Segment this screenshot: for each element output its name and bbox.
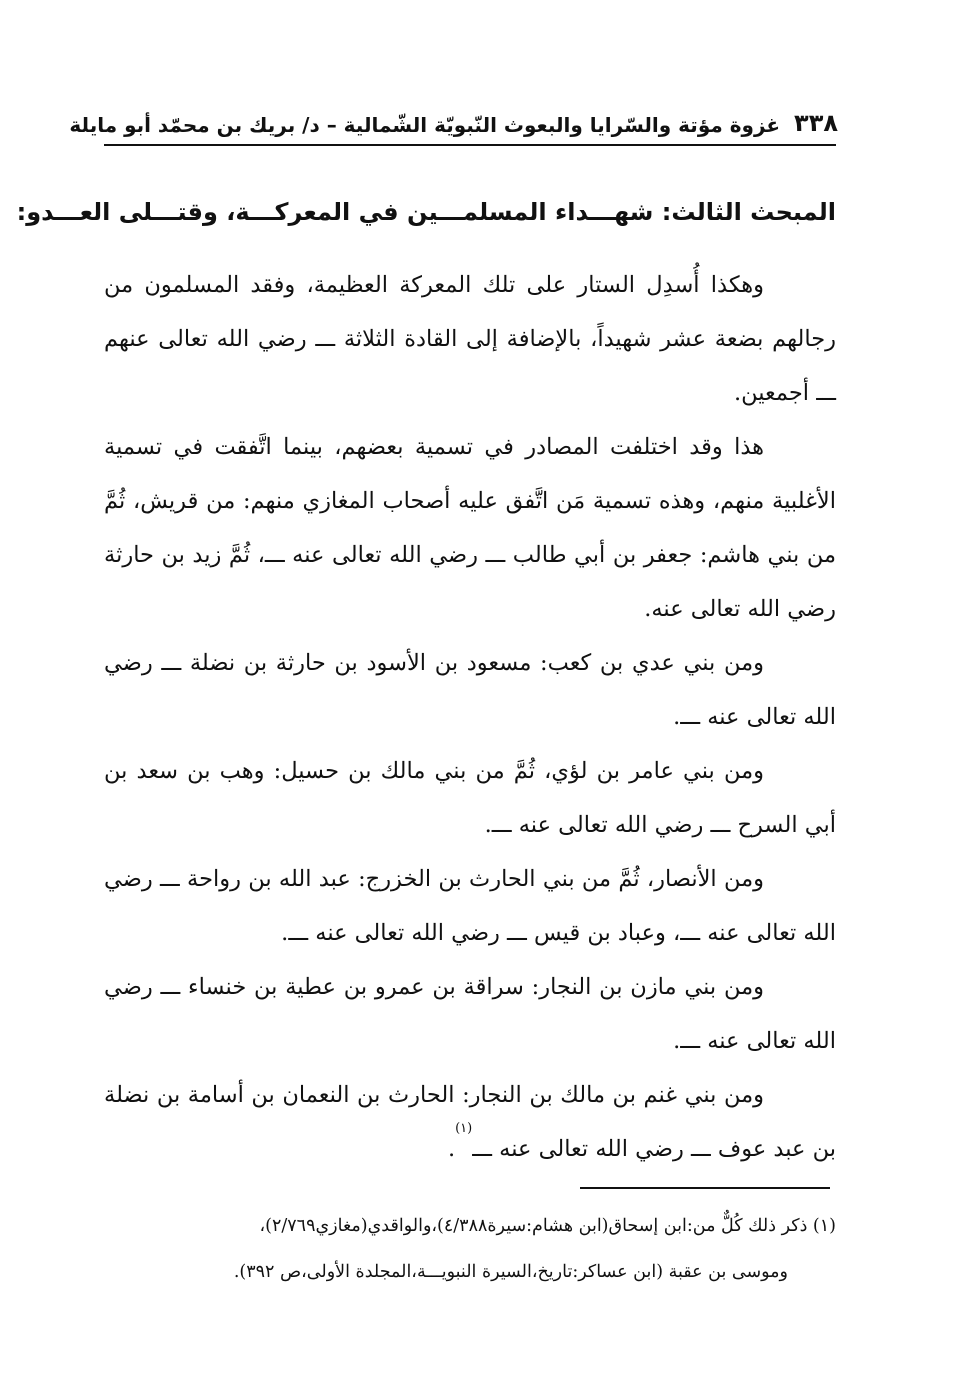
paragraph-end-mark: . (447, 1136, 456, 1162)
footnote-rule (580, 1187, 830, 1189)
section-heading: المبحث الثالث: شهـــداء المسلمـــين في المعركـــة، وقتـــلى العـــدو: (16, 198, 836, 226)
paragraph: هذا وقد اختلفت المصادر في تسمية بعضهم، بينما اتَّفقت في تسمية الأغلبية منهم، وهذه تسمية مَن اتَّفق عليه أصحاب المغازي منهم: من قريش، ثُمَّ من بني هاشم: جعفر بن أبي طالب ـــ رضي الله تعالى عنه ـــ، ثُمَّ زيد بن حارثة رضي الله تعالى عنه. (104, 434, 836, 622)
paragraph: ومن الأنصار، ثُمَّ من بني الحارث بن الخزرج: عبد الله بن رواحة ـــ رضي الله تعالى عنه ـــ، وعباد بن قيس ـــ رضي الله تعالى عنه ـــ. (104, 866, 836, 946)
paragraph: ومن بني عدي بن كعب: مسعود بن الأسود بن حارثة بن نضلة ـــ رضي الله تعالى عنه ـــ. (104, 650, 836, 730)
header-rule (104, 144, 836, 146)
footnotes (104, 1203, 836, 1295)
footnote-line: (١) ذكر ذلك كُلٌّ من:ابن إسحاق(ابن هشام:سيرة٤/٣٨٨)،والواقدي(مغازي٢/٧٦٩)، (259, 1216, 836, 1236)
page-number: ٣٣٨ (794, 109, 838, 137)
running-header (69, 97, 838, 137)
paragraph: ومن بني مازن بن النجار: سراقة بن عمرو بن عطية بن خنساء ـــ رضي الله تعالى عنه ـــ. (104, 974, 836, 1054)
running-title: غزوة مؤتة والسّرايا والبعوث النّبويّة الشّمالية – د/ بريك بن محمّد أبو مايلة (69, 113, 781, 137)
footnote-line: وموسى بن عقبة (ابن عساكر:تاريخ،السيرة النبويـــة،المجلدة الأولى،ص ٣٩٢). (233, 1262, 788, 1282)
footnote-reference[interactable]: (١) (455, 1121, 473, 1136)
paragraph: وهكذا أُسدِل الستار على تلك المعركة العظيمة، وفقد المسلمون من رجالهم بضعة عشر شهيداً، بالإضافة إلى القادة الثلاثة ـــ رضي الله تعالى عنهم ـــ أجمعين. (104, 272, 836, 406)
body-text (104, 258, 836, 1176)
paragraph-last (104, 1068, 836, 1176)
paragraph: ومن بني عامر بن لؤي، ثُمَّ من بني مالك بن حسيل: وهب بن سعد بن أبي السرح ـــ رضي الله تعالى عنه ـــ. (104, 758, 836, 838)
paragraph-text: ومن بني غنم بن مالك بن النجار: الحارث بن النعمان بن أسامة بن نضلة بن عبد عوف ـــ رضي الله تعالى عنه ـــ (104, 1082, 836, 1162)
